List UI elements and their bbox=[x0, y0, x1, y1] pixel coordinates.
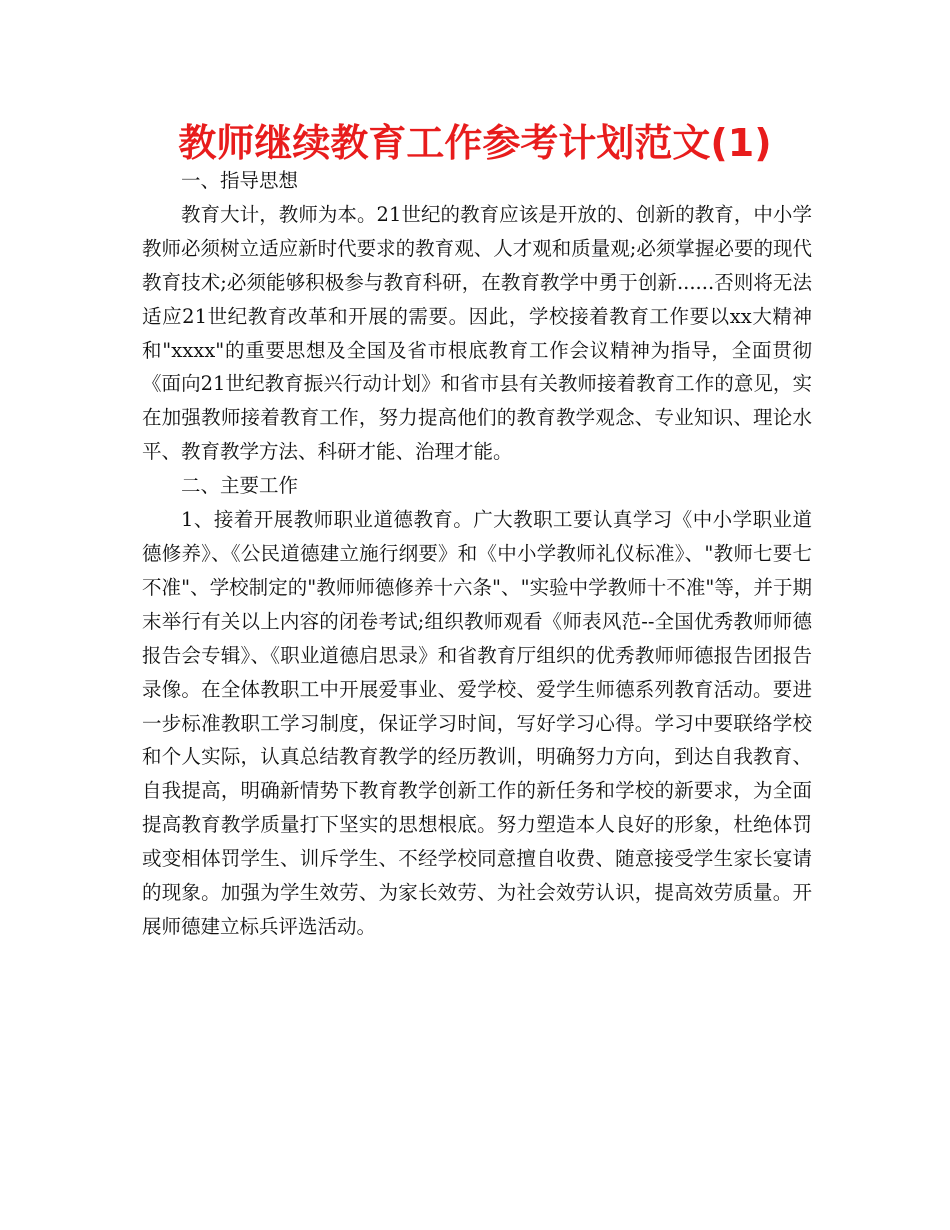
section-heading-guiding-thought: 一、指导思想 bbox=[181, 169, 299, 192]
document-body bbox=[142, 164, 812, 944]
paragraph-main-work-1: 1、接着开展教师职业道德教育。广大教职工要认真学习《中小学职业道德修养》、《公民道德建立施行纲要》和《中小学教师礼仪标准》、"教师七要七不准"、学校制定的"教师师德修养十六条"、"实验中学教师十不准"等，并于期末举行有关以上内容的闭卷考试;组织教师观看《师表风范--全国优秀教师师德报告会专辑》、《职业道德启思录》和省教育厅组织的优秀教师师德报告团报告录像。在全体教职工中开展爱事业、爱学校、爱学生师德系列教育活动。要进一步标准教职工学习制度，保证学习时间，写好学习心得。学习中要联络学校和个人实际，认真总结教育教学的经历教训，明确努力方向，到达自我教育、自我提高，明确新情势下教育教学创新工作的新任务和学校的新要求，为全面提高教育教学质量打下坚实的思想根底。努力塑造本人良好的形象，杜绝体罚或变相体罚学生、训斥学生、不经学校同意擅自收费、随意接受学生家长宴请的现象。加强为学生效劳、为家长效劳、为社会效劳认识，提高效劳质量。开展师德建立标兵评选活动。 bbox=[142, 508, 812, 938]
section-heading-main-work: 二、主要工作 bbox=[181, 474, 299, 498]
paragraph-guiding-thought: 教育大计，教师为本。21世纪的教育应该是开放的、创新的教育，中小学教师必须树立适应新时代要求的教育观、人才观和质量观;必须掌握必要的现代教育技术;必须能够积极参与教育科研，在教育教学中勇于创新......否则将无法适应21世纪教育改革和开展的需要。因此，学校接着教育工作要以xx大精神和"xxxx"的重要思想及全国及省市根底教育工作会议精神为指导，全面贯彻《面向21世纪教育振兴行动计划》和省市县有关教师接着教育工作的意见，实在加强教师接着教育工作，努力提高他们的教育教学观念、专业知识、理论水平、教育教学方法、科研才能、治理才能。 bbox=[142, 202, 812, 464]
document-title: 教师继续教育工作参考计划范文(1) bbox=[178, 121, 772, 165]
